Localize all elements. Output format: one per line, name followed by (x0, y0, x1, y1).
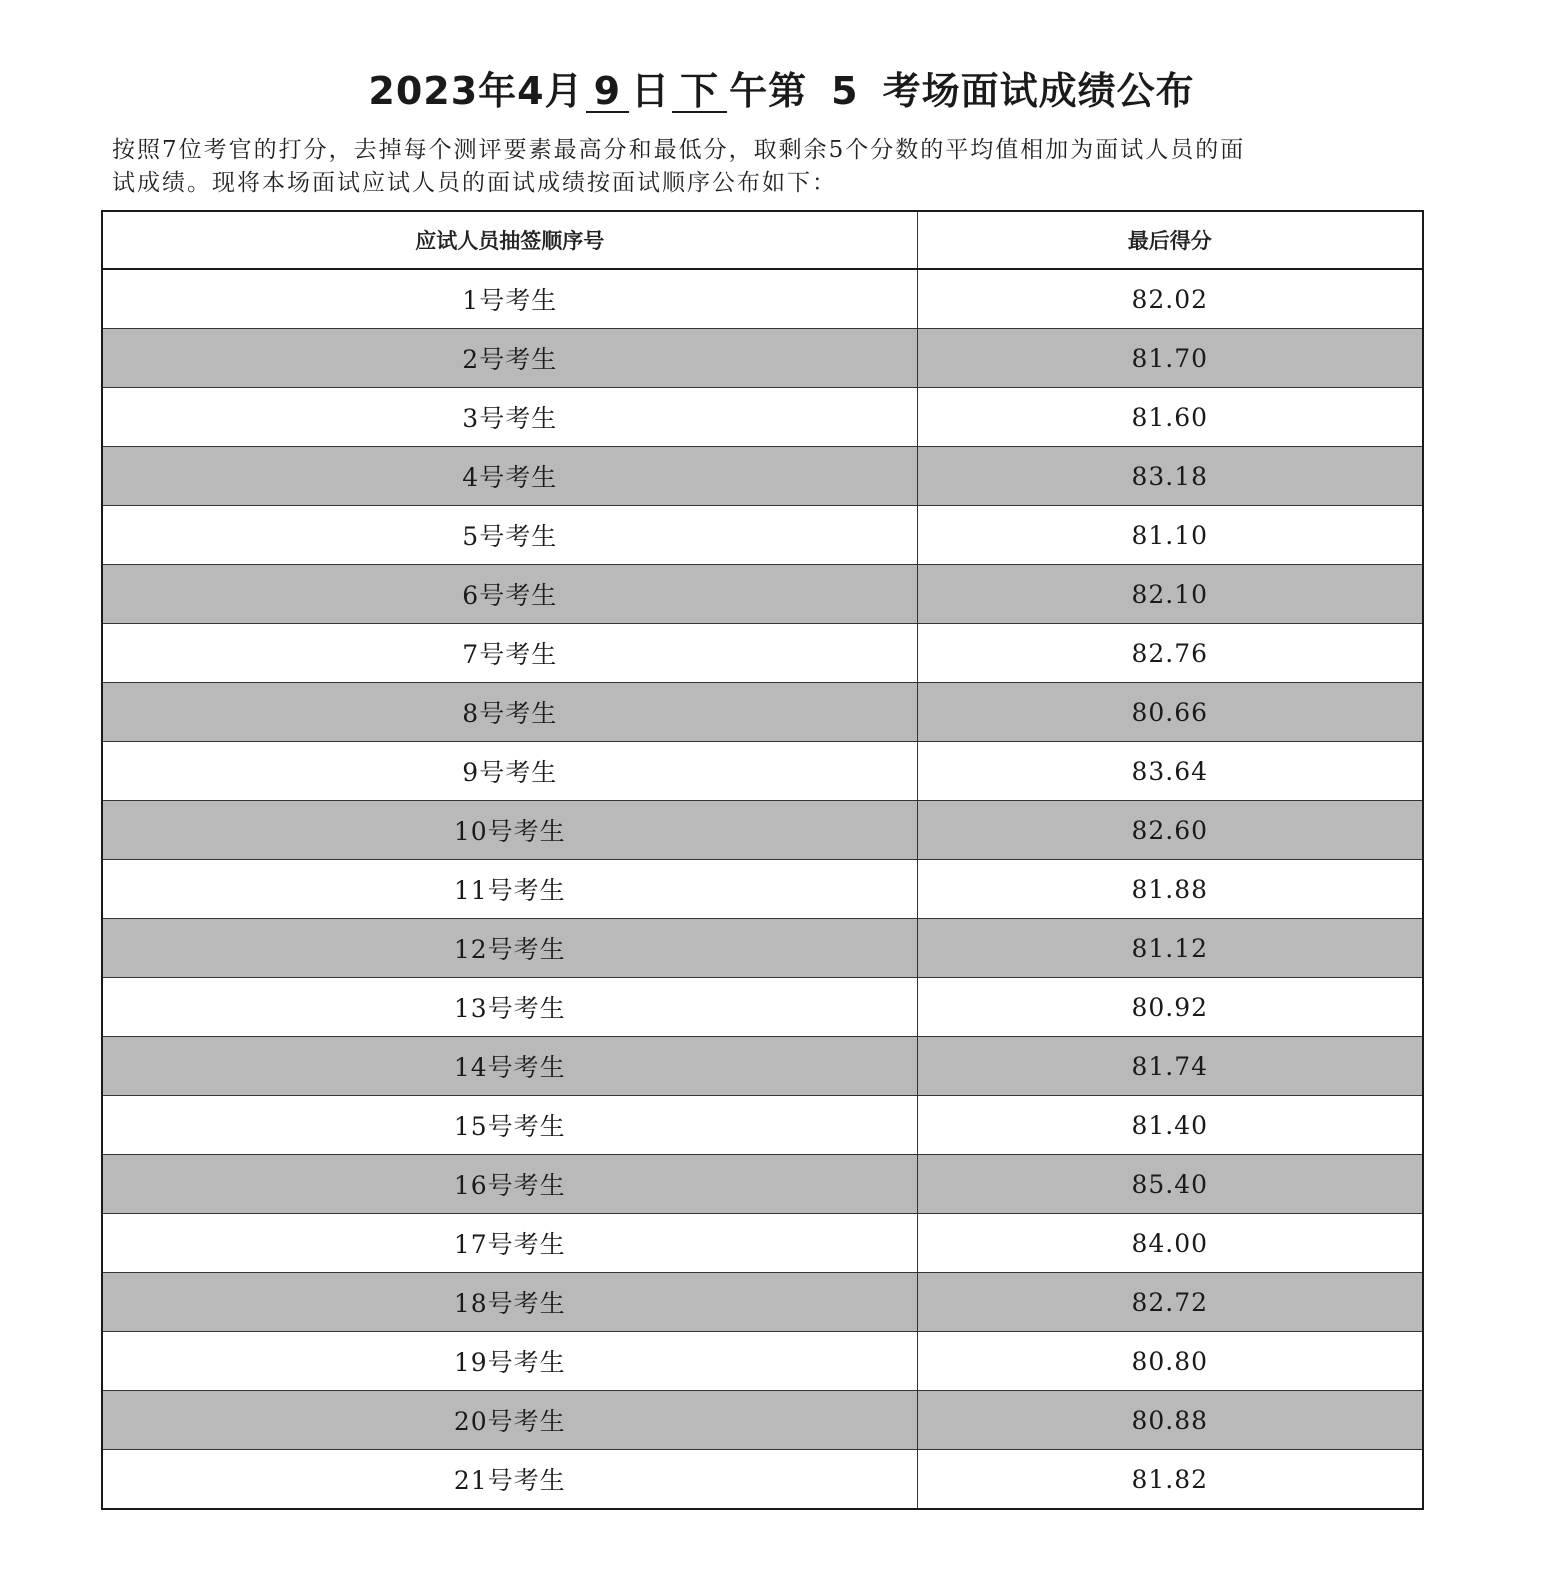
candidate-cell: 9号考生 (102, 742, 917, 801)
candidate-cell: 8号考生 (102, 683, 917, 742)
header-final-score: 最后得分 (917, 211, 1423, 269)
table-row (102, 860, 1423, 919)
table-row (102, 919, 1423, 978)
candidate-cell: 18号考生 (102, 1273, 917, 1332)
score-cell: 80.88 (917, 1391, 1423, 1450)
score-cell: 81.70 (917, 329, 1423, 388)
candidate-cell: 12号考生 (102, 919, 917, 978)
candidate-cell: 14号考生 (102, 1037, 917, 1096)
scores-table (101, 210, 1424, 1510)
score-cell: 80.66 (917, 683, 1423, 742)
score-cell: 85.40 (917, 1155, 1423, 1214)
table-body (102, 269, 1423, 1509)
score-cell: 82.10 (917, 565, 1423, 624)
candidate-cell: 19号考生 (102, 1332, 917, 1391)
table-row (102, 506, 1423, 565)
table-row (102, 447, 1423, 506)
table-row (102, 801, 1423, 860)
table-row (102, 1450, 1423, 1510)
table-row (102, 1391, 1423, 1450)
table-row (102, 683, 1423, 742)
score-cell: 83.18 (917, 447, 1423, 506)
table-row (102, 978, 1423, 1037)
candidate-cell: 3号考生 (102, 388, 917, 447)
table-row (102, 1155, 1423, 1214)
score-cell: 82.60 (917, 801, 1423, 860)
candidate-cell: 4号考生 (102, 447, 917, 506)
table-row (102, 329, 1423, 388)
table-row (102, 1096, 1423, 1155)
intro-paragraph (112, 134, 1412, 200)
table-row (102, 1214, 1423, 1273)
candidate-cell: 17号考生 (102, 1214, 917, 1273)
candidate-cell: 1号考生 (102, 269, 917, 329)
title-period-blank: 下 (672, 71, 727, 113)
title-suffix: 考场面试成绩公布 (882, 69, 1195, 113)
score-cell: 81.74 (917, 1037, 1423, 1096)
score-cell: 84.00 (917, 1214, 1423, 1273)
candidate-cell: 2号考生 (102, 329, 917, 388)
score-cell: 83.64 (917, 742, 1423, 801)
candidate-cell: 20号考生 (102, 1391, 917, 1450)
table-row (102, 388, 1423, 447)
candidate-cell: 5号考生 (102, 506, 917, 565)
score-cell: 81.88 (917, 860, 1423, 919)
table-row (102, 742, 1423, 801)
score-cell: 80.80 (917, 1332, 1423, 1391)
page-title (0, 66, 1563, 116)
table-row (102, 1037, 1423, 1096)
candidate-cell: 13号考生 (102, 978, 917, 1037)
candidate-cell: 21号考生 (102, 1450, 917, 1510)
title-room-number: 5 (831, 69, 859, 113)
title-day-blank: 9 (586, 71, 629, 113)
header-candidate-order: 应试人员抽签顺序号 (102, 211, 917, 269)
score-cell: 82.72 (917, 1273, 1423, 1332)
candidate-cell: 7号考生 (102, 624, 917, 683)
score-cell: 82.02 (917, 269, 1423, 329)
intro-line-2: 试成绩。现将本场面试应试人员的面试成绩按面试顺序公布如下： (112, 170, 837, 196)
candidate-cell: 11号考生 (102, 860, 917, 919)
score-cell: 81.12 (917, 919, 1423, 978)
title-prefix: 2023年4月 (368, 69, 584, 113)
title-period-suffix: 午第 (729, 69, 808, 113)
intro-line-1: 按照7位考官的打分，去掉每个测评要素最高分和最低分，取剩余5个分数的平均值相加为面试人员的面 (112, 137, 1246, 163)
table-row (102, 1332, 1423, 1391)
score-cell: 82.76 (917, 624, 1423, 683)
table-header-row (102, 211, 1423, 269)
candidate-cell: 10号考生 (102, 801, 917, 860)
table-row (102, 565, 1423, 624)
candidate-cell: 15号考生 (102, 1096, 917, 1155)
table-row (102, 1273, 1423, 1332)
score-cell: 81.82 (917, 1450, 1423, 1510)
score-cell: 81.10 (917, 506, 1423, 565)
table-row (102, 624, 1423, 683)
candidate-cell: 16号考生 (102, 1155, 917, 1214)
table-row (102, 269, 1423, 329)
score-cell: 81.60 (917, 388, 1423, 447)
score-cell: 80.92 (917, 978, 1423, 1037)
score-cell: 81.40 (917, 1096, 1423, 1155)
candidate-cell: 6号考生 (102, 565, 917, 624)
title-day-suffix: 日 (631, 69, 671, 113)
